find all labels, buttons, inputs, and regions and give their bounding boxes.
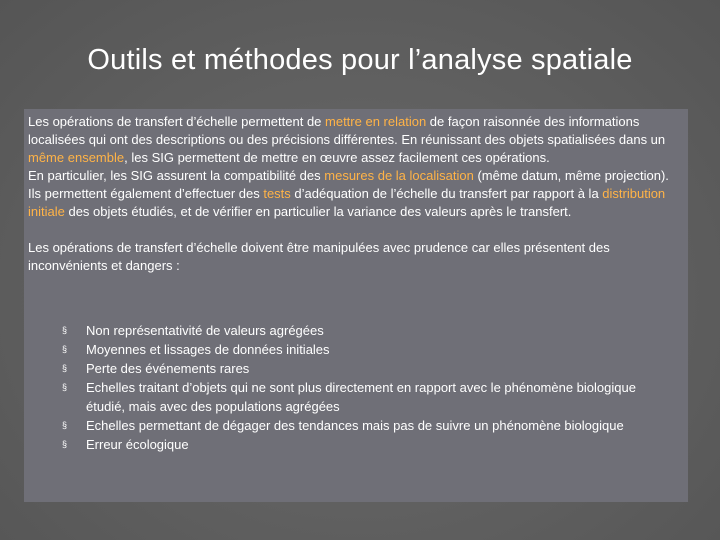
highlight-mesures-localisation: mesures de la localisation	[324, 168, 474, 183]
bullet-icon: §	[62, 363, 68, 373]
list-item	[28, 378, 680, 416]
list-item-text: Echelles permettant de dégager des tendances mais pas de suivre un phénomène biologique	[86, 418, 624, 433]
paragraph-prudence: Les opérations de transfert d’échelle doivent être manipulées avec prudence car elles présentent des inconvénients et dangers :	[28, 240, 610, 273]
list-item	[28, 340, 680, 359]
list-item-text: Erreur écologique	[86, 437, 189, 452]
text-segment: Ils permettent également d’effectuer des	[28, 186, 264, 201]
list-item	[28, 321, 680, 340]
text-segment: En particulier, les SIG assurent la compatibilité des	[28, 168, 325, 183]
text-segment: de façon raisonnée des informations localisées qui ont des descriptions ou des précisions différentes. En réunissant des objets spatialisées dans un	[28, 114, 666, 147]
highlight-distribution-initiale: distribution initiale	[28, 186, 666, 219]
list-item-text: Echelles traitant d’objets qui ne sont plus directement en rapport avec le phénomène biologique étudié, mais avec des populations agrégées	[86, 380, 636, 414]
list-item-text: Moyennes et lissages de données initiales	[86, 342, 330, 357]
highlight-meme-ensemble: même ensemble	[28, 150, 125, 165]
text-segment: d’adéquation de l’échelle du transfert par rapport à la	[290, 186, 603, 201]
bullet-icon: §	[62, 420, 68, 430]
list-item	[28, 435, 680, 454]
paragraph-compatibilite	[28, 167, 680, 185]
list-item-text: Non représentativité de valeurs agrégées	[86, 323, 324, 338]
paragraph-spacer	[28, 221, 680, 239]
highlight-mettre-en-relation: mettre en relation	[325, 114, 427, 129]
list-item	[28, 359, 680, 378]
dangers-list	[28, 321, 680, 454]
text-segment: Les opérations de transfert d’échelle permettent de	[28, 114, 326, 129]
text-segment: (même datum, même projection).	[473, 168, 669, 183]
list-item	[28, 416, 680, 435]
paragraph-transfert-intro	[28, 113, 680, 167]
paragraph-tests	[28, 185, 680, 221]
bullet-icon: §	[62, 325, 68, 335]
bullet-icon: §	[62, 344, 68, 354]
list-item-text: Perte des événements rares	[86, 361, 250, 376]
text-segment: , les SIG permettent de mettre en œuvre assez facilement ces opérations.	[124, 150, 550, 165]
highlight-tests: tests	[263, 186, 291, 201]
text-segment: des objets étudiés, et de vérifier en particulier la variance des valeurs après le transfert.	[64, 204, 572, 219]
slide-title: Outils et méthodes pour l’analyse spatiale	[87, 44, 633, 76]
bullet-icon: §	[62, 439, 68, 449]
content-box	[24, 109, 688, 502]
bullet-icon: §	[62, 382, 68, 392]
